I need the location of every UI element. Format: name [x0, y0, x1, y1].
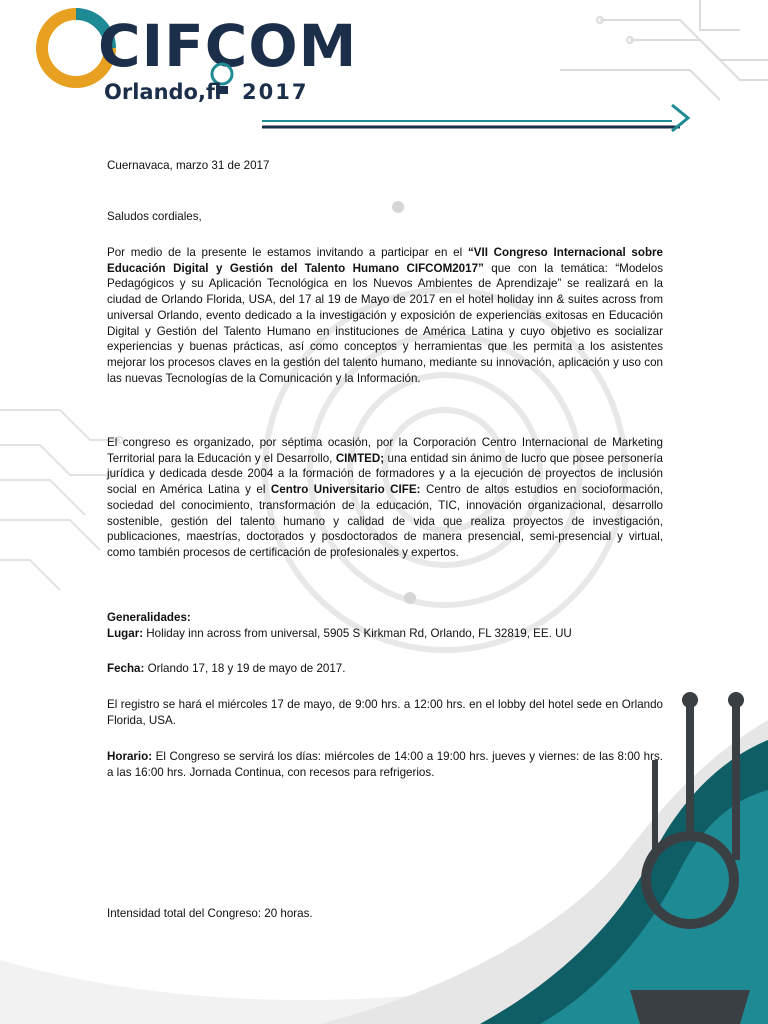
organizers-part3: Centro de altos estudios en socioformación, sociedad del conocimiento, transformación de la educación, TIC, innovación organizacional, desarrollo sostenible, gestión del talento humano y calidad de vida que realiza proyectos de investigación, publicaciones, maestrías, doctorados y posdoctorados de manera presencial, semi-presencial y virtual, como también procesos de certificación de profesionales y expertos.: [107, 483, 664, 559]
date-line: Cuernavaca, marzo 31 de 2017: [107, 159, 270, 172]
horario-label: Horario:: [107, 750, 153, 763]
logo-year: 2017: [242, 80, 309, 104]
logo-title: CIFCOM: [98, 12, 358, 80]
cifcom-logo: [36, 8, 358, 108]
horario-line: [107, 749, 663, 780]
paragraph-organizers: [107, 435, 663, 561]
registro-line: El registro se hará el miércoles 17 de mayo, de 9:00 hrs. a 12:00 hrs. en el lobby del hotel sede en Orlando Florida, USA.: [107, 698, 663, 727]
fecha-text: Orlando 17, 18 y 19 de mayo de 2017.: [144, 662, 346, 675]
invitation-theme: que con la temática: “Modelos Pedagógicos y su Aplicación Tecnológica en los Nuevos Ambientes de Aprendizaje” se realizará en la ciudad de Orlando Florida, USA, del 17 al 19 de Mayo de 2017 en el hotel holiday inn & suites across from universal Orlando, evento dedicado a la investigación y exposición de experiencias exitosas en Educación Digital y Gestión del Talento Humano en instituciones de América Latina y cuyo objetivo es socializar experiencias y buenas prácticas, así como conceptos y herramientas que les permita a los asistentes mejorar los procesos claves en la gestión del talento humano, mediante su innovación, aplicación y uso con las nuevas Tecnologías de la Comunicación y la Información.: [107, 261, 664, 385]
circuit-lines-left: [0, 410, 123, 590]
intensidad-line: Intensidad total del Congreso: 20 horas.: [107, 907, 313, 920]
organizers-part1: El congreso es organizado, por séptima ocasión, por la Corporación Centro Internacional de Marketing Territorial para la Educación y el Desarrollo,: [107, 436, 663, 465]
fecha-label: Fecha:: [107, 662, 145, 675]
generalidades-heading: Generalidades:: [107, 611, 191, 624]
lugar-text: Holiday inn across from universal, 5905 S Kirkman Rd, Orlando, FL 32819, EE. UU: [143, 627, 572, 640]
cimted-label: CIMTED;: [335, 451, 385, 465]
greeting: Saludos cordiales,: [107, 210, 202, 223]
logo-city: Orlando,fl: [104, 80, 222, 104]
invitation-intro: Por medio de la presente le estamos invitando a participar en el: [107, 246, 468, 259]
organizers-part2: una entidad sin ánimo de lucro que posee personería jurídica y dedicada desde 2004 a la formación de formadores y a la ejecución de proyectos de inclusión social en América Latina y el: [107, 451, 663, 497]
cife-label: Centro Universitario CIFE:: [270, 483, 421, 497]
congress-name: “VII Congreso Internacional sobre Educación Digital y Gestión del Talento Humano CIFCOM2017”: [107, 246, 663, 275]
fecha-line: [107, 661, 345, 677]
paragraph-invitation: [107, 245, 663, 386]
lugar-line: [107, 626, 663, 642]
horario-text: El Congreso se servirá los días: miércoles de 14:00 a 19:00 hrs. jueves y viernes: de las 8:00 hrs. a las 16:00 hrs. Jornada Continua, con recesos para refrigerios.: [107, 750, 663, 779]
circuit-lines-top: [560, 0, 768, 100]
lugar-label: Lugar:: [107, 627, 144, 640]
header-arrow: [262, 105, 688, 131]
